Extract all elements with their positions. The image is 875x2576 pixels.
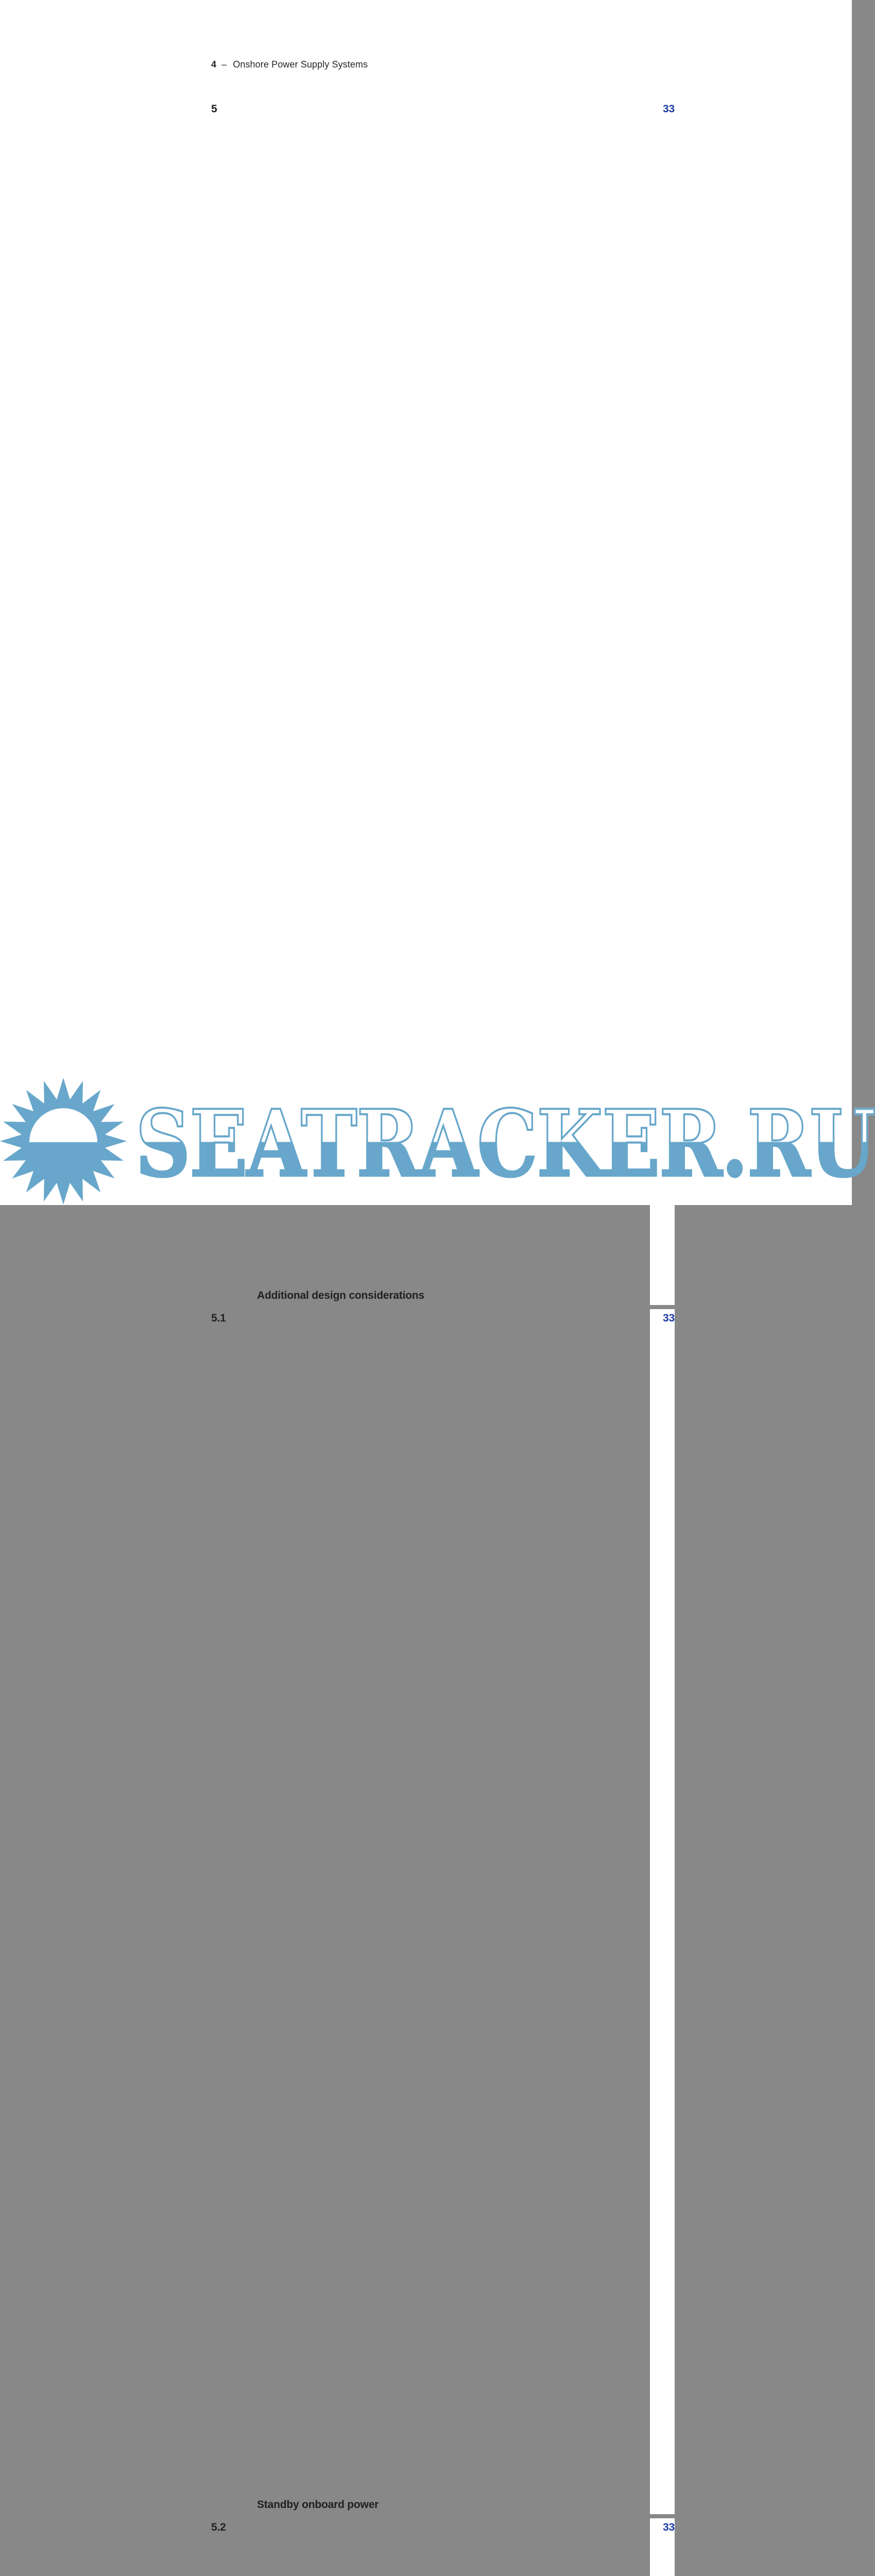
header-separator: – (221, 59, 227, 70)
toc-entry-number: 5.2 (211, 2521, 226, 2533)
toc-entry-5 (211, 100, 675, 1305)
toc-entry-page-link[interactable]: 33 (650, 2518, 675, 2576)
toc-entry-title: Additional design considerations (257, 1290, 424, 1301)
running-header (211, 58, 675, 71)
toc-entry-number: 5.1 (211, 1312, 226, 1324)
toc-entry-title: Standby onboard power (257, 2499, 379, 2511)
header-document-title: Onshore Power Supply Systems (233, 59, 368, 70)
toc-entry-5.2 (211, 2518, 675, 2576)
watermark-text: SEATRACKER.RU (135, 1090, 875, 1197)
toc-entry-number: 5 (211, 103, 217, 115)
toc-content (211, 58, 675, 2576)
sun-icon (0, 1078, 127, 1205)
toc-entry-page-link[interactable]: 33 (650, 100, 675, 1305)
toc-list (211, 100, 675, 2576)
toc-entry-5.1 (211, 1309, 675, 2514)
header-page-number: 4 (211, 59, 217, 70)
toc-entry-page-link[interactable]: 33 (650, 1309, 675, 2514)
